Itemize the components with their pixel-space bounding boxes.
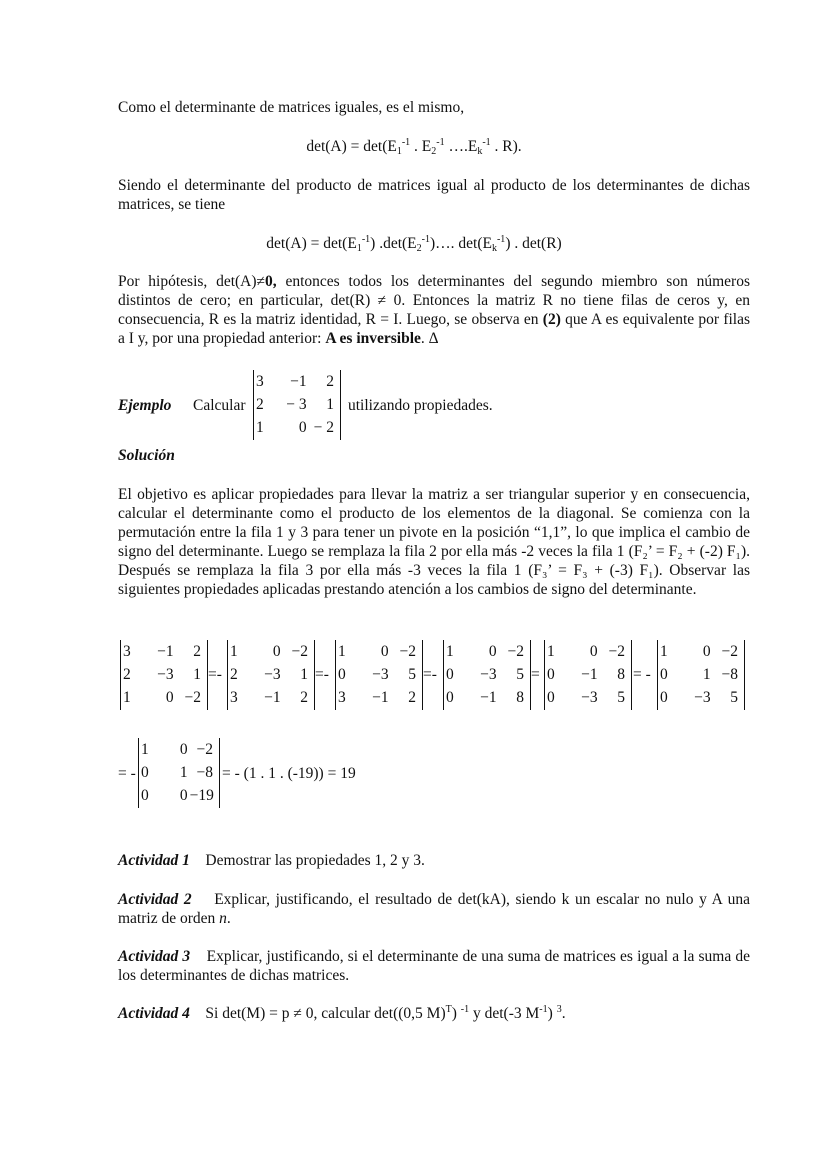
matrix-cell: 3 <box>230 689 238 706</box>
eq1-sub: 1 <box>396 146 402 157</box>
matrix-cell: −3 <box>581 689 598 706</box>
matrix-cell: −1 <box>157 643 174 660</box>
matrix-cell: −3 <box>372 666 389 683</box>
determinant-step-4 <box>443 640 531 710</box>
matrix-cell: 0 <box>272 643 281 660</box>
eq1-text: . R). <box>490 138 522 155</box>
matrix-cell: 2 <box>193 643 201 660</box>
matrix-cell: 3 <box>123 643 131 660</box>
matrix-cell: 1 <box>123 689 131 706</box>
matrix-cell: −2 <box>399 643 416 660</box>
activity-2-end: . <box>226 910 231 927</box>
matrix-cell: −2 <box>196 741 213 758</box>
matrix-cell: 1 <box>179 764 188 781</box>
eq2-text: ) .det(E <box>370 235 417 252</box>
example-calc: Calcular <box>193 397 246 414</box>
matrix-cell: 2 <box>408 689 416 706</box>
determinant-step-3 <box>335 640 423 710</box>
eq2-sup: -1 <box>361 234 371 245</box>
example-label-text: Ejemplo <box>118 397 172 414</box>
activity-2-text: Explicar, justificando, el resultado de det(kA), siendo k un escalar no nulo y A una matriz de orden <box>118 891 750 927</box>
example-determinant <box>253 370 341 440</box>
solution-heading-text: Solución <box>118 447 175 464</box>
determinant-triangular <box>138 738 220 808</box>
paragraph-4: El objetivo es aplicar propiedades para llevar la matriz a ser triangular superior y en consecuencia, calcular el determinante como el producto de los elementos de la diagonal. Se comienza con la permutación entre la fila 1 y 3 para tener un pivote en la posición “1,1”, lo que implica el cambio de signo del determinante. Luego se remplaza la fila 2 por ella más -2 veces la fila 1 (F₂’ = F₂ + (-2) F₁). Después se remplaza la fila 3 por ella más -3 veces la fila 1 (F₃’ = F₃ + (-3) F₁). Observar las siguientes propiedades aplicadas prestando atención a los cambios de signo del determinante. <box>118 486 750 598</box>
matrix-cell: 0 <box>141 787 149 804</box>
matrix-cell: 2 <box>256 396 264 413</box>
activity-4 <box>118 1004 750 1023</box>
eq1-sup: -1 <box>482 137 491 148</box>
activity-4-sup: -1 <box>539 1004 548 1015</box>
final-result: = - (1 . 1 . (-19)) = 19 <box>222 765 356 782</box>
matrix-cell: 1 <box>326 396 334 413</box>
matrix-cell: 5 <box>516 666 524 683</box>
matrix-cell: − 2 <box>313 419 334 436</box>
matrix-cell: 1 <box>702 666 711 683</box>
eq1-sup: -1 <box>436 137 445 148</box>
matrix-cell: 0 <box>165 689 174 706</box>
activity-3-label: Actividad 3 <box>118 948 191 965</box>
activity-1 <box>118 851 750 870</box>
eq2-sup: -1 <box>496 234 506 245</box>
determinant-step-5 <box>544 640 632 710</box>
determinant-step-1 <box>120 640 208 710</box>
matrix-cell: 2 <box>123 666 131 683</box>
matrix-cell: 2 <box>230 666 238 683</box>
determinant-step-6 <box>657 640 745 710</box>
sign-4: = <box>531 666 540 683</box>
matrix-cell: 3 <box>256 373 264 390</box>
eq1-text: ….E <box>444 138 478 155</box>
matrix-cell: −3 <box>264 666 281 683</box>
equation-1 <box>0 137 828 156</box>
activity-4-text: Si det(M) = p ≠ 0, calcular det((0,5 M) <box>205 1005 446 1022</box>
matrix-cell: 0 <box>547 666 555 683</box>
matrix-cell: 0 <box>179 787 188 804</box>
matrix-cell: 1 <box>446 643 454 660</box>
activity-2-label: Actividad 2 <box>118 891 192 908</box>
activity-4-text: ) <box>547 1005 557 1022</box>
matrix-cell: − 3 <box>286 396 307 413</box>
eq2-sup: -1 <box>421 234 430 245</box>
matrix-cell: −8 <box>721 666 738 683</box>
matrix-cell: −3 <box>157 666 174 683</box>
matrix-cell: 2 <box>300 689 308 706</box>
eq1-sub: 2 <box>431 146 437 157</box>
matrix-cell: −2 <box>291 643 308 660</box>
matrix-cell: −2 <box>608 643 625 660</box>
matrix-cell: −3 <box>480 666 497 683</box>
eq2-sub: 2 <box>416 243 422 254</box>
matrix-cell: 1 <box>230 643 238 660</box>
p3-text: . Δ <box>420 330 439 347</box>
example-label <box>118 396 171 416</box>
matrix-cell: 0 <box>702 643 711 660</box>
matrix-cell: −1 <box>480 689 497 706</box>
matrix-cell: 1 <box>547 643 555 660</box>
sign-2: =- <box>315 666 329 683</box>
matrix-cell: 0 <box>547 689 555 706</box>
p3-bold: A es inversible <box>325 330 421 347</box>
matrix-cell: 0 <box>446 666 454 683</box>
matrix-cell: 0 <box>660 666 668 683</box>
activity-2-n: n <box>219 910 227 927</box>
eq2-sub: 1 <box>356 243 362 254</box>
matrix-cell: 1 <box>256 419 264 436</box>
matrix-cell: 3 <box>338 689 346 706</box>
matrix-cell: −1 <box>372 689 389 706</box>
activity-4-text: . <box>561 1005 566 1022</box>
activity-4-text: y det(-3 M <box>469 1005 540 1022</box>
p3-text: Por hipótesis, det(A)≠ <box>118 273 266 290</box>
activity-4-sup: -1 <box>460 1004 470 1015</box>
activity-3 <box>118 947 750 985</box>
eq1-text: det(A) = det(E <box>306 138 397 155</box>
activity-4-sup: 3 <box>556 1004 562 1015</box>
sign-5: = - <box>633 666 651 683</box>
matrix-cell: 8 <box>516 689 524 706</box>
matrix-cell: 0 <box>488 643 497 660</box>
equation-2 <box>0 234 828 253</box>
matrix-cell: 8 <box>617 666 625 683</box>
determinant-step-2 <box>227 640 315 710</box>
matrix-cell: 0 <box>338 666 346 683</box>
matrix-cell: −1 <box>290 373 307 390</box>
matrix-cell: 0 <box>179 741 188 758</box>
p3-text: entonces todos los determinantes del segundo miembro son números distintos de cero; en particular, det(R) ≠ 0. Entonces la matriz R no tiene filas de ceros y, en consecuencia, R es la matriz identidad, R = I. Luego, se observa en <box>118 273 751 328</box>
eq2-text: ) . det(R) <box>505 235 562 252</box>
matrix-cell: 0 <box>141 764 149 781</box>
paragraph-2: Siendo el determinante del producto de matrices igual al producto de los determinantes de dichas matrices, se tiene <box>118 177 750 213</box>
p3-text: que A es equivalente por filas a I y, por una propiedad anterior: <box>118 311 750 347</box>
matrix-cell: −1 <box>581 666 598 683</box>
activity-1-text: Demostrar las propiedades 1, 2 y 3. <box>205 852 425 869</box>
activity-4-sup: T <box>445 1004 452 1015</box>
matrix-cell: 0 <box>380 643 389 660</box>
matrix-cell: 0 <box>589 643 598 660</box>
matrix-cell: 0 <box>660 689 668 706</box>
eq1-text: . E <box>410 138 432 155</box>
eq2-text: )…. det(E <box>429 235 492 252</box>
matrix-cell: −8 <box>196 764 213 781</box>
p3-bold: (2) <box>542 311 561 328</box>
eq2-text: det(A) = det(E <box>266 235 357 252</box>
final-sign: = - <box>118 765 136 782</box>
matrix-cell: 1 <box>300 666 308 683</box>
matrix-cell: 0 <box>446 689 454 706</box>
matrix-cell: 0 <box>298 419 307 436</box>
activity-4-label: Actividad 4 <box>118 1005 190 1022</box>
paragraph-3 <box>118 272 750 348</box>
solution-heading <box>118 446 175 466</box>
matrix-cell: 5 <box>408 666 416 683</box>
matrix-cell: −1 <box>264 689 281 706</box>
matrix-cell: 5 <box>730 689 738 706</box>
matrix-cell: 1 <box>141 741 149 758</box>
matrix-cell: 2 <box>326 373 334 390</box>
activity-3-text: Explicar, justificando, si el determinante de una suma de matrices es igual a la suma de los determinantes de dichas matrices. <box>118 948 750 984</box>
activity-2 <box>118 890 750 928</box>
eq1-sup: -1 <box>401 137 411 148</box>
sign-3: =- <box>423 666 437 683</box>
matrix-cell: −2 <box>184 689 201 706</box>
matrix-cell: −2 <box>721 643 738 660</box>
matrix-cell: 5 <box>617 689 625 706</box>
matrix-cell: −19 <box>189 787 214 804</box>
sign-1: =- <box>208 666 222 683</box>
activity-1-label: Actividad 1 <box>118 852 190 869</box>
intro-paragraph: Como el determinante de matrices iguales, es el mismo, <box>118 99 465 116</box>
matrix-cell: 1 <box>338 643 346 660</box>
p3-bold: 0, <box>265 273 277 290</box>
matrix-cell: 1 <box>660 643 668 660</box>
eq1-sub: k <box>477 146 483 157</box>
matrix-cell: 1 <box>193 666 201 683</box>
matrix-cell: −2 <box>507 643 524 660</box>
activity-4-text: ) <box>451 1005 461 1022</box>
example-after: utilizando propiedades. <box>348 397 493 414</box>
matrix-cell: −3 <box>694 689 711 706</box>
eq2-sub: k <box>491 243 497 254</box>
